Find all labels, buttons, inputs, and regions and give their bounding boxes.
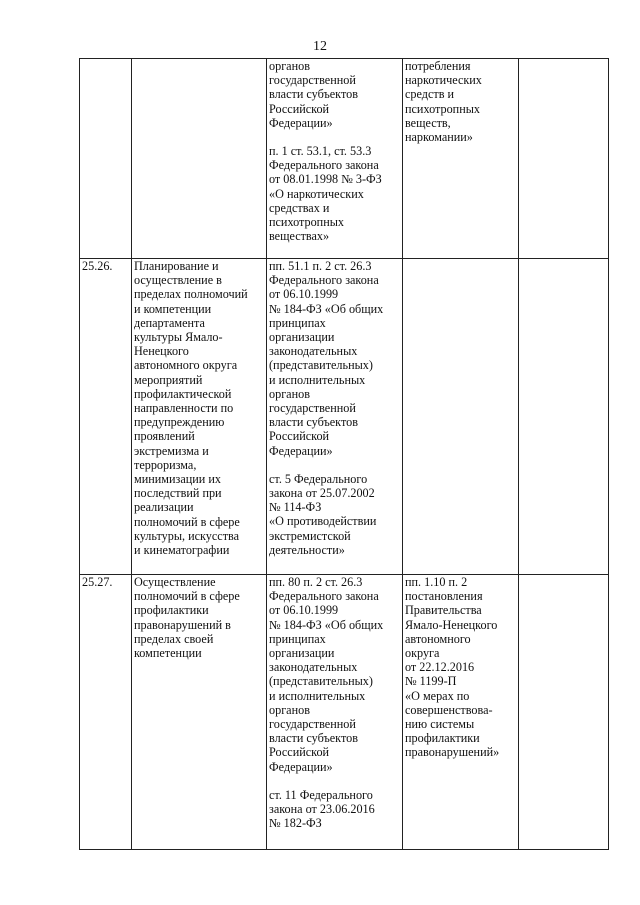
text-line: средств и bbox=[405, 87, 455, 102]
text-line: пределах своей bbox=[134, 631, 214, 646]
text-line: и кинематографии bbox=[134, 543, 230, 558]
text-line: Российской bbox=[269, 429, 330, 444]
text-line: реализации bbox=[134, 500, 194, 515]
cell-activity bbox=[132, 259, 267, 575]
text-line: пп. 1.10 п. 2 bbox=[405, 575, 468, 589]
paragraph-gap bbox=[269, 458, 400, 472]
regulation-table bbox=[79, 58, 609, 850]
text-line: органов bbox=[269, 702, 310, 717]
text-line: от 06.10.1999 bbox=[269, 287, 339, 302]
text-line: № 182-ФЗ bbox=[269, 816, 322, 831]
text-line: законодательных bbox=[269, 344, 358, 359]
text-line: Правительства bbox=[405, 603, 482, 618]
text-line: компетенции bbox=[134, 646, 202, 661]
text-line: психотропных bbox=[405, 101, 481, 116]
text-line: № 184-ФЗ «Об общих bbox=[269, 617, 384, 632]
text-line: «О наркотических bbox=[269, 186, 364, 201]
text-line: нию системы bbox=[405, 717, 475, 732]
text-line: Федерального закона bbox=[269, 589, 379, 604]
text-line: культуры, искусства bbox=[134, 528, 240, 543]
text-line: последствий при bbox=[134, 486, 222, 501]
text-line: профилактической bbox=[134, 386, 232, 401]
text-line: Федерации» bbox=[269, 115, 333, 130]
text-line: терроризма, bbox=[134, 457, 197, 472]
text-line: предупреждению bbox=[134, 415, 225, 430]
page-number: 12 bbox=[313, 39, 327, 54]
text-line: экстремистской bbox=[269, 528, 351, 543]
text-line: ст. 5 Федерального bbox=[269, 471, 368, 486]
text-line: пп. 51.1 п. 2 ст. 26.3 bbox=[269, 259, 372, 273]
text-line: профилактики bbox=[134, 603, 209, 618]
text-line: законодательных bbox=[269, 660, 358, 675]
cell-notes bbox=[519, 59, 609, 259]
text-line: деятельности» bbox=[269, 542, 345, 557]
text-line: потребления bbox=[405, 59, 471, 73]
table-row bbox=[80, 259, 609, 575]
cell-notes bbox=[519, 259, 609, 575]
row-number: 25.26. bbox=[82, 259, 113, 273]
text-line: Планирование и bbox=[134, 259, 219, 273]
text-line: автономного bbox=[405, 631, 471, 646]
text-line: от 08.01.1998 № 3-ФЗ bbox=[269, 172, 382, 187]
text-line: № 184-ФЗ «Об общих bbox=[269, 301, 384, 316]
cell-activity bbox=[132, 575, 267, 850]
text-line: совершенствова- bbox=[405, 702, 493, 717]
text-line: правонарушений» bbox=[405, 745, 500, 760]
cell-number bbox=[80, 259, 132, 575]
cell-notes bbox=[519, 575, 609, 850]
paragraph-gap bbox=[269, 130, 400, 144]
text-line: экстремизма и bbox=[134, 443, 209, 458]
text-line: (представительных) bbox=[269, 358, 373, 373]
text-line: Федерального закона bbox=[269, 158, 379, 173]
text-line: полномочий в сфере bbox=[134, 589, 240, 604]
text-line: мероприятий bbox=[134, 372, 203, 387]
cell-activity bbox=[132, 59, 267, 259]
text-line: правонарушений в bbox=[134, 617, 231, 632]
cell-legal-basis bbox=[267, 259, 403, 575]
text-line: округа bbox=[405, 646, 440, 661]
text-line: культуры Ямало- bbox=[134, 330, 223, 345]
text-line: Федерации» bbox=[269, 443, 333, 458]
cell-legal-basis bbox=[267, 59, 403, 259]
text-line: пп. 80 п. 2 ст. 26.3 bbox=[269, 575, 363, 589]
cell-number bbox=[80, 59, 132, 259]
text-line: осуществление в bbox=[134, 273, 222, 288]
text-line: наркотических bbox=[405, 73, 482, 88]
text-line: Ненецкого bbox=[134, 344, 189, 359]
text-line: принципах bbox=[269, 315, 326, 330]
cell-regional-act bbox=[403, 259, 519, 575]
text-line: от 22.12.2016 bbox=[405, 660, 475, 675]
text-line: наркомании» bbox=[405, 130, 473, 145]
text-line: департамента bbox=[134, 315, 205, 330]
text-line: государственной bbox=[269, 401, 356, 416]
text-line: (представительных) bbox=[269, 674, 373, 689]
table-body bbox=[80, 59, 609, 850]
row-number: 25.27. bbox=[82, 575, 113, 589]
text-line: направленности по bbox=[134, 401, 234, 416]
text-line: постановления bbox=[405, 589, 483, 604]
text-line: власти субъектов bbox=[269, 731, 358, 746]
cell-legal-basis bbox=[267, 575, 403, 850]
text-line: «О мерах по bbox=[405, 688, 470, 703]
text-line: органов bbox=[269, 386, 310, 401]
text-line: Осуществление bbox=[134, 575, 216, 589]
text-line: средствах и bbox=[269, 200, 330, 215]
text-line: органов bbox=[269, 59, 310, 73]
text-line: от 06.10.1999 bbox=[269, 603, 339, 618]
text-line: автономного округа bbox=[134, 358, 238, 373]
text-line: и исполнительных bbox=[269, 688, 366, 703]
text-line: Федерации» bbox=[269, 759, 333, 774]
text-line: веществах» bbox=[269, 229, 330, 244]
text-line: профилактики bbox=[405, 731, 480, 746]
text-line: Российской bbox=[269, 101, 330, 116]
text-line: принципах bbox=[269, 631, 326, 646]
text-line: минимизации их bbox=[134, 472, 221, 487]
text-line: и исполнительных bbox=[269, 372, 366, 387]
text-line: № 1199-П bbox=[405, 674, 457, 689]
text-line: закона от 25.07.2002 bbox=[269, 486, 375, 501]
table-row bbox=[80, 575, 609, 850]
cell-number bbox=[80, 575, 132, 850]
table-row bbox=[80, 59, 609, 259]
text-line: «О противодействии bbox=[269, 514, 377, 529]
text-line: полномочий в сфере bbox=[134, 514, 240, 529]
text-line: психотропных bbox=[269, 215, 345, 230]
paragraph-gap bbox=[269, 774, 400, 788]
text-line: № 114-ФЗ bbox=[269, 500, 322, 515]
text-line: власти субъектов bbox=[269, 87, 358, 102]
text-line: государственной bbox=[269, 717, 356, 732]
text-line: и компетенции bbox=[134, 301, 212, 316]
text-line: веществ, bbox=[405, 115, 451, 130]
text-line: п. 1 ст. 53.1, ст. 53.3 bbox=[269, 144, 372, 159]
text-line: пределах полномочий bbox=[134, 287, 248, 302]
text-line: Российской bbox=[269, 745, 330, 760]
text-line: государственной bbox=[269, 73, 356, 88]
text-line: организации bbox=[269, 646, 335, 661]
text-line: организации bbox=[269, 330, 335, 345]
cell-regional-act bbox=[403, 575, 519, 850]
text-line: Федерального закона bbox=[269, 273, 379, 288]
cell-regional-act bbox=[403, 59, 519, 259]
text-line: власти субъектов bbox=[269, 415, 358, 430]
text-line: Ямало-Ненецкого bbox=[405, 617, 498, 632]
text-line: ст. 11 Федерального bbox=[269, 787, 373, 802]
text-line: закона от 23.06.2016 bbox=[269, 802, 375, 817]
text-line: проявлений bbox=[134, 429, 195, 444]
